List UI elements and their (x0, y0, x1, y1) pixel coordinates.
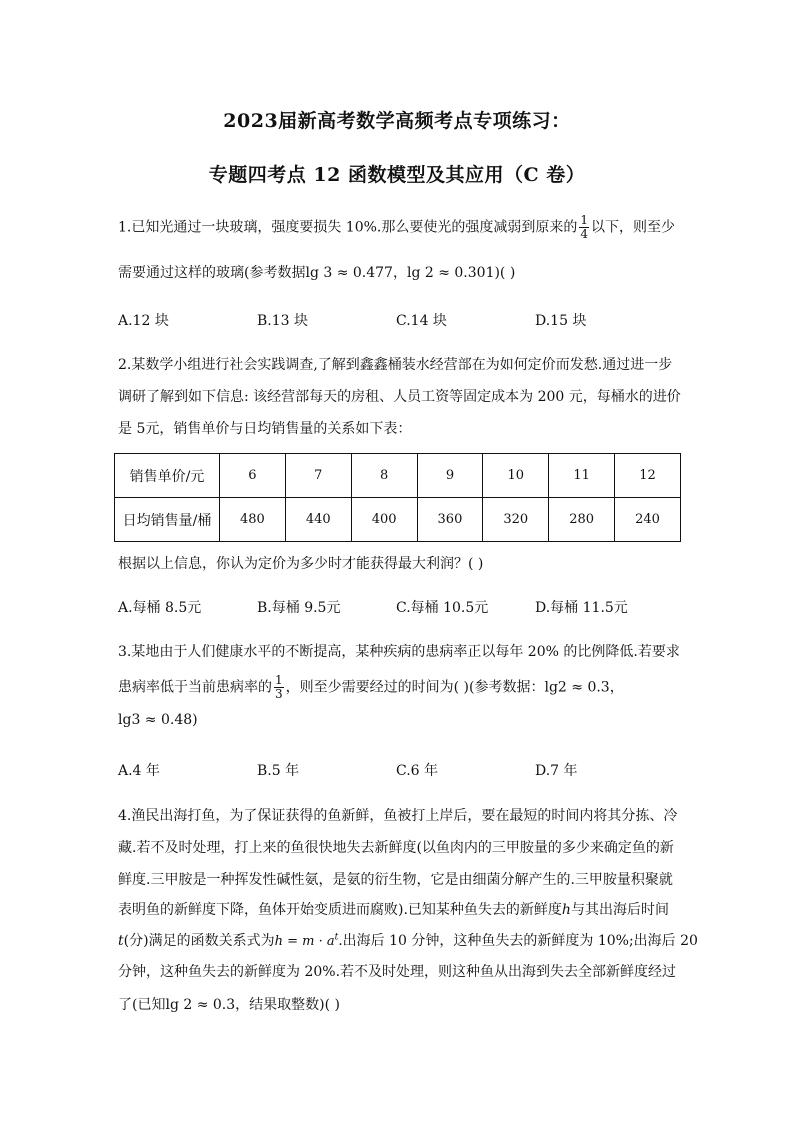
q1-text-a: 1.已知光通过一块玻璃，强度要损失 10%.那么要使光的强度减弱到原来的 (118, 219, 578, 236)
sales-table (114, 453, 681, 542)
q1-line-1 (118, 214, 675, 241)
q1-option-d[interactable]: D.15 块 (535, 313, 587, 329)
q4-line-6: 分钟，这种鱼失去的新鲜度为 20%.若不及时处理，则这种鱼从出海到失去全部新鲜度经过 (118, 964, 677, 980)
q2-option-d[interactable]: D.每桶 11.5元 (535, 600, 628, 616)
q4-line-1: 4.渔民出海打鱼，为了保证获得的鱼新鲜，鱼被打上岸后，要在最短的时间内将其分拣、冷 (118, 808, 678, 824)
q2-line-2: 调研了解到如下信息: 该经营部每天的房租、人员工资等固定成本为 200 元，每桶水的进价 (118, 389, 681, 405)
q3-text-b: ，则至少需要经过的时间为( )(参考数据：lg2 ≈ 0.3， (285, 679, 624, 696)
q1-fraction (579, 214, 589, 241)
q4-text-5a: (分)满足的函数关系式为 (123, 933, 275, 949)
q1-option-c[interactable]: C.14 块 (396, 313, 447, 329)
q3-line-1: 3.某地由于人们健康水平的不断提高，某种疾病的患病率正以每年 20% 的比例降低.若要求 (118, 644, 680, 660)
price-cell: 6 (220, 454, 286, 498)
q3-line-2 (118, 674, 624, 701)
q3-option-a[interactable]: A.4 年 (118, 763, 160, 779)
q3-text-a: 患病率低于当前患病率的 (118, 679, 272, 696)
page-title: 2023届新高考数学高频考点专项练习： (223, 110, 571, 132)
volume-cell: 240 (615, 498, 681, 542)
price-cell: 12 (615, 454, 681, 498)
q2-option-a[interactable]: A.每桶 8.5元 (118, 600, 202, 616)
price-row-label: 销售单价/元 (115, 454, 220, 498)
q4-line-2: 藏.若不及时处理，打上来的鱼很快地失去新鲜度(以鱼肉内的三甲胺量的多少来确定鱼的新 (118, 840, 674, 856)
q1-text-b: 以下，则至少 (591, 219, 676, 236)
q4-text-4b: 与其出海后时间 (570, 902, 669, 918)
q1-option-b[interactable]: B.13 块 (257, 313, 309, 329)
table-row (115, 454, 681, 498)
q3-option-c[interactable]: C.6 年 (396, 763, 439, 779)
q4-line-7: 了(已知lg 2 ≈ 0.3，结果取整数)( ) (118, 997, 340, 1013)
volume-cell: 480 (220, 498, 286, 542)
q3-frac-den: 3 (275, 687, 283, 701)
q4-var-t: t (118, 933, 124, 949)
q4-formula-exponent: t (334, 932, 339, 943)
q1-frac-num: 1 (580, 213, 589, 227)
q2-question: 根据以上信息，你认为定价为多少时才能获得最大利润？( ) (118, 556, 484, 572)
q4-text-4a: 表明鱼的新鲜度下降，鱼体开始变质进而腐败).已知某种鱼失去的新鲜度 (118, 902, 562, 918)
q2-line-3: 是 5元，销售单价与日均销售量的关系如下表： (118, 421, 412, 437)
q3-line-3: lg3 ≈ 0.48) (118, 712, 198, 728)
q4-line-5 (118, 930, 698, 950)
q3-option-b[interactable]: B.5 年 (257, 763, 300, 779)
price-cell: 8 (351, 454, 417, 498)
table-row (115, 498, 681, 542)
q1-line-2: 需要通过这样的玻璃(参考数据lg 3 ≈ 0.477，lg 2 ≈ 0.301)( ) (118, 265, 516, 281)
q2-option-c[interactable]: C.每桶 10.5元 (396, 600, 489, 616)
volume-cell: 280 (549, 498, 615, 542)
q4-line-4 (118, 899, 669, 919)
page-subtitle: 专题四考点 12 函数模型及其应用（C 卷） (208, 164, 586, 186)
q4-formula: h = m · a (274, 934, 335, 949)
volume-cell: 320 (483, 498, 549, 542)
q4-line-3: 鲜度.三甲胺是一种挥发性碱性氨，是氨的衍生物，它是由细菌分解产生的.三甲胺量积聚就 (118, 872, 673, 888)
q3-option-d[interactable]: D.7 年 (535, 763, 578, 779)
q2-option-b[interactable]: B.每桶 9.5元 (257, 600, 341, 616)
volume-row-label: 日均销售量/桶 (115, 498, 220, 542)
price-cell: 9 (417, 454, 483, 498)
q3-fraction (274, 674, 284, 701)
volume-cell: 360 (417, 498, 483, 542)
q4-var-h: h (561, 902, 571, 918)
price-cell: 7 (285, 454, 351, 498)
q1-option-a[interactable]: A.12 块 (118, 313, 169, 329)
q1-frac-den: 4 (580, 227, 589, 241)
price-cell: 11 (549, 454, 615, 498)
volume-cell: 400 (351, 498, 417, 542)
price-cell: 10 (483, 454, 549, 498)
volume-cell: 440 (285, 498, 351, 542)
q3-frac-num: 1 (275, 673, 283, 687)
q2-line-1: 2.某数学小组进行社会实践调查,了解到鑫鑫桶装水经营部在为如何定价而发愁.通过进一步 (118, 357, 673, 373)
q4-text-5b: .出海后 10 分钟，这种鱼失去的新鲜度为 10%;出海后 20 (338, 933, 698, 949)
